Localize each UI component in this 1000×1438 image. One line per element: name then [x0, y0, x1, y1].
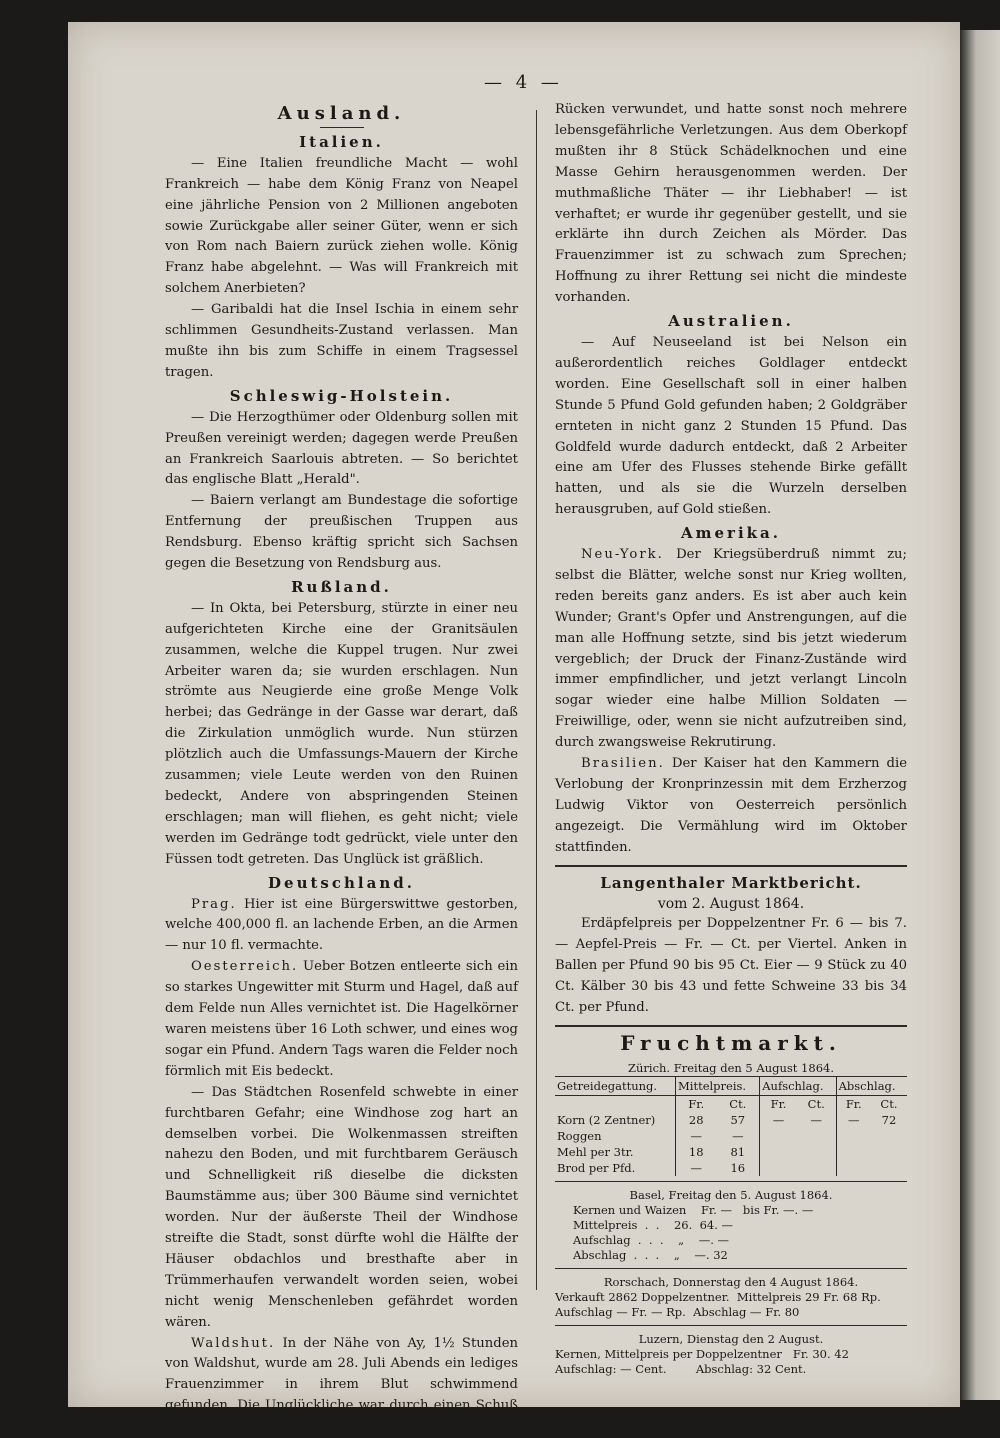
luzern-heading: Luzern, Dienstag den 2 August.	[638, 1331, 824, 1346]
divider	[555, 1325, 907, 1326]
rorschach-prices: Verkauft 2862 Doppelzentner. Mittelpreis 29 Fr. 68 Rp. Aufschlag — Fr. — Rp. Abschlag — Fr. 80	[555, 1289, 881, 1319]
subheading-italien: Italien.	[299, 132, 384, 151]
subheading-australien: Australien.	[668, 312, 794, 331]
next-page-edge	[960, 30, 1000, 1400]
subheading-deutschland: Deutschland.	[268, 873, 415, 892]
article-paragraph: — Auf Neuseeland ist bei Nelson ein außerordentlich reiches Goldlager entdeckt worden. Eine Gesellschaft soll in einer halben Stunde 5 Pfund Gold gefunden haben; 2 Goldgräber ernteten in nicht ganz 2 Stunden 15 Pfund. Das Goldfeld wurde dadurch entdeckt, daß 2 Arbeiter eine am Ufer des Flusses stehende Birke gefällt hatten, und als sie die Wurzeln derselben herausgruben, auf Gold stießen.	[555, 334, 907, 518]
left-column	[165, 100, 518, 1438]
table-row: Mehl per 3tr. 18 81	[555, 1144, 907, 1160]
basel-heading: Basel, Freitag den 5. August 1864.	[629, 1187, 833, 1202]
section-heading-ausland: Ausland.	[277, 103, 406, 124]
article-paragraph: Neu-York. Der Kriegsüberdruß nimmt zu; selbst die Blätter, welche sonst nur Krieg wollten, reden bereits ganz anders. Es ist aber auch kein Wunder; Grant's Opfer und Anstrengungen, auf die man alle Hoffnung setzte, sind bis jetzt wiederum vergeblich; der Druck der Finanz-Zustände wird immer empfindlicher, und jetzt verlangt Lincoln sogar wieder eine halbe Million Soldaten — Freiwillige, oder, wenn sie nicht aufzutreiben sind, durch zwangsweise Rekrutirung.	[555, 547, 907, 751]
market-report-date: vom 2. August 1864.	[657, 895, 805, 912]
luzern-prices: Kernen, Mittelpreis per Doppelzentner Fr. 30. 42 Aufschlag: — Cent. Abschlag: 32 Cent.	[555, 1346, 849, 1376]
article-paragraph: — Baiern verlangt am Bundestage die sofortige Entfernung der preußischen Truppen aus Rendsburg. Ebenso kräftig spricht sich Sachsen gegen die Besetzung von Rendsburg aus.	[165, 493, 518, 572]
fruchtmarkt-title: Fruchtmarkt.	[620, 1030, 842, 1055]
subheading-amerika: Amerika.	[681, 524, 781, 543]
article-paragraph: — Das Städtchen Rosenfeld schwebte in einer furchtbaren Gefahr; eine Windhose zog hart an demselben vorbei. Die Wolkenmassen streiften nahezu den Boden, und mit furchtbarem Geräusch und Schnelligkeit riß dieselbe die dicksten Baumstämme aus; über 300 Bäume sind vernichtet worden. Nur der äußerste Theil der Windhose streifte die Stadt, sonst dürfte wohl die Hälfte der Häuser obdachlos und bresthafte aber in Trümmerhaufen verwandelt worden seien, wobei nicht wenig Menschenleben gefährdet worden wären.	[165, 1084, 518, 1330]
article-paragraph: Prag. Hier ist eine Bürgerswittwe gestorben, welche 400,000 fl. an lachende Erben, an die Armen — nur 10 fl. vermachte.	[165, 896, 518, 954]
article-paragraph: — Eine Italien freundliche Macht — wohl Frankreich — habe dem König Franz von Neapel eine jährliche Pension von 2 Millionen angeboten sowie Zurückgabe aller seiner Güter, wenn er sich von Rom nach Baiern zurück ziehen wolle. König Franz habe abgelehnt. — Was will Frankreich mit solchem Anerbieten?	[165, 155, 518, 297]
column-rule	[536, 110, 537, 1290]
subheading-russland: Rußland.	[291, 577, 392, 596]
article-paragraph: Rücken verwundet, und hatte sonst noch mehrere lebensgefährliche Verletzungen. Aus dem Oberkopf mußten ihr 8 Stück Schädelknochen und eine Masse Gehirn herausgenommen werden. Der muthmaßliche Thäter — ihr Liebhaber! — ist verhaftet; er wurde ihr gegenüber gestellt, und sie erklärte ihn durch Zeichen als Mörder. Das Frauenzimmer ist zu schwach zum Sprechen; Hoffnung zu ihrer Rettung sei nicht die mindeste vorhanden.	[555, 102, 907, 306]
dateline: Brasilien.	[581, 756, 665, 772]
page-number: — 4 —	[484, 72, 563, 93]
table-row: Brod per Pfd. — 16	[555, 1160, 907, 1176]
divider	[555, 865, 907, 867]
zurich-heading: Zürich. Freitag den 5 August 1864.	[628, 1060, 834, 1075]
article-paragraph: Brasilien. Der Kaiser hat den Kammern die Verlobung der Kronprinzessin mit dem Erzherzog Ludwig Viktor von Oesterreich persönlich angezeigt. Die Vermählung wird im Oktober stattfinden.	[555, 756, 907, 855]
article-paragraph: Waldshut. In der Nähe von Ay, 1½ Stunden von Waldshut, wurde am 28. Juli Abends ein lediges Frauenzimmer in ihrem Blut schwimmend gefunden. Die Unglückliche war durch einen Schuß im	[165, 1335, 518, 1435]
market-report-title: Langenthaler Marktbericht.	[600, 873, 862, 892]
right-column	[555, 100, 907, 1377]
basel-prices: Kernen und Waizen Fr. — bis Fr. —. — Mittelpreis . . 26. 64. — Aufschlag . . . „ —. — Abschlag . . . „ —. 32	[573, 1202, 814, 1262]
dateline: Waldshut.	[191, 1335, 276, 1351]
table-row: Roggen — —	[555, 1128, 907, 1144]
market-report-text: Erdäpfelpreis per Doppelzentner Fr. 6 — bis 7. — Aepfel-Preis — Fr. — Ct. per Viertel. Anken in Ballen per Pfund 90 bis 95 Ct. Eier — 9 Stück zu 40 Ct. Kälber 30 bis 43 und fette Schweine 33 bis 34 Ct. per Pfund.	[555, 916, 907, 1016]
divider	[555, 1181, 907, 1182]
divider	[555, 1025, 907, 1027]
dateline: Neu-York.	[581, 547, 664, 563]
article-paragraph: Oesterreich. Ueber Botzen entleerte sich ein so starkes Ungewitter mit Sturm und Hagel, daß auf dem Felde nun Alles vernichtet ist. Die Hagelkörner waren meistens über 16 Loth schwer, und eines wog sogar ein Pfund. Andern Tags waren die Felder noch förmlich mit Eis bedeckt.	[165, 959, 518, 1079]
divider	[555, 1268, 907, 1269]
rorschach-heading: Rorschach, Donnerstag den 4 August 1864.	[603, 1274, 859, 1289]
dateline: Oesterreich.	[191, 959, 299, 975]
divider	[320, 127, 364, 128]
dateline: Prag.	[191, 896, 237, 912]
article-paragraph: — Die Herzogthümer oder Oldenburg sollen mit Preußen vereinigt werden; dagegen werde Preußen an Frankreich Saarlouis abtreten. — So berichtet das englische Blatt „Herald".	[165, 409, 518, 488]
zurich-price-table: Getreidegattung. Mittelpreis. Aufschlag. Abschlag. Fr. Ct. Fr. Ct. Fr. Ct. Korn (2 Zentner) 28 57 — — — 72 Roggen — — Mehl per 3tr. 18 81 Brod per Pfd. — 16	[555, 1076, 907, 1176]
article-paragraph: — Garibaldi hat die Insel Ischia in einem sehr schlimmen Gesundheits-Zustand verlassen. Man mußte ihn bis zum Schiffe in einem Tragsessel tragen.	[165, 302, 518, 380]
article-paragraph: — In Okta, bei Petersburg, stürzte in einer neu aufgerichteten Kirche eine der Granitsäulen zusammen, welche die Kuppel trugen. Nur zwei Arbeiter waren da; sie wurden erschlagen. Nun strömte aus Neugierde eine große Menge Volk herbei; das Gedränge in der Gasse war derart, daß die Zirkulation unmöglich wurde. Nun stürzen plötzlich auch die Umfassungs-Mauern der Kirche zusammen; viele Leute werden von den Ruinen bedeckt, Andere von abspringenden Steinen erschlagen; man will fliehen, es geht nicht; viele werden im Gedränge todt gedrückt, viele unter den Füssen todt getreten. Das Unglück ist gräßlich.	[165, 600, 518, 867]
table-row: Korn (2 Zentner) 28 57 — — — 72	[557, 1112, 897, 1127]
subheading-schleswig-holstein: Schleswig-Holstein.	[229, 386, 454, 405]
